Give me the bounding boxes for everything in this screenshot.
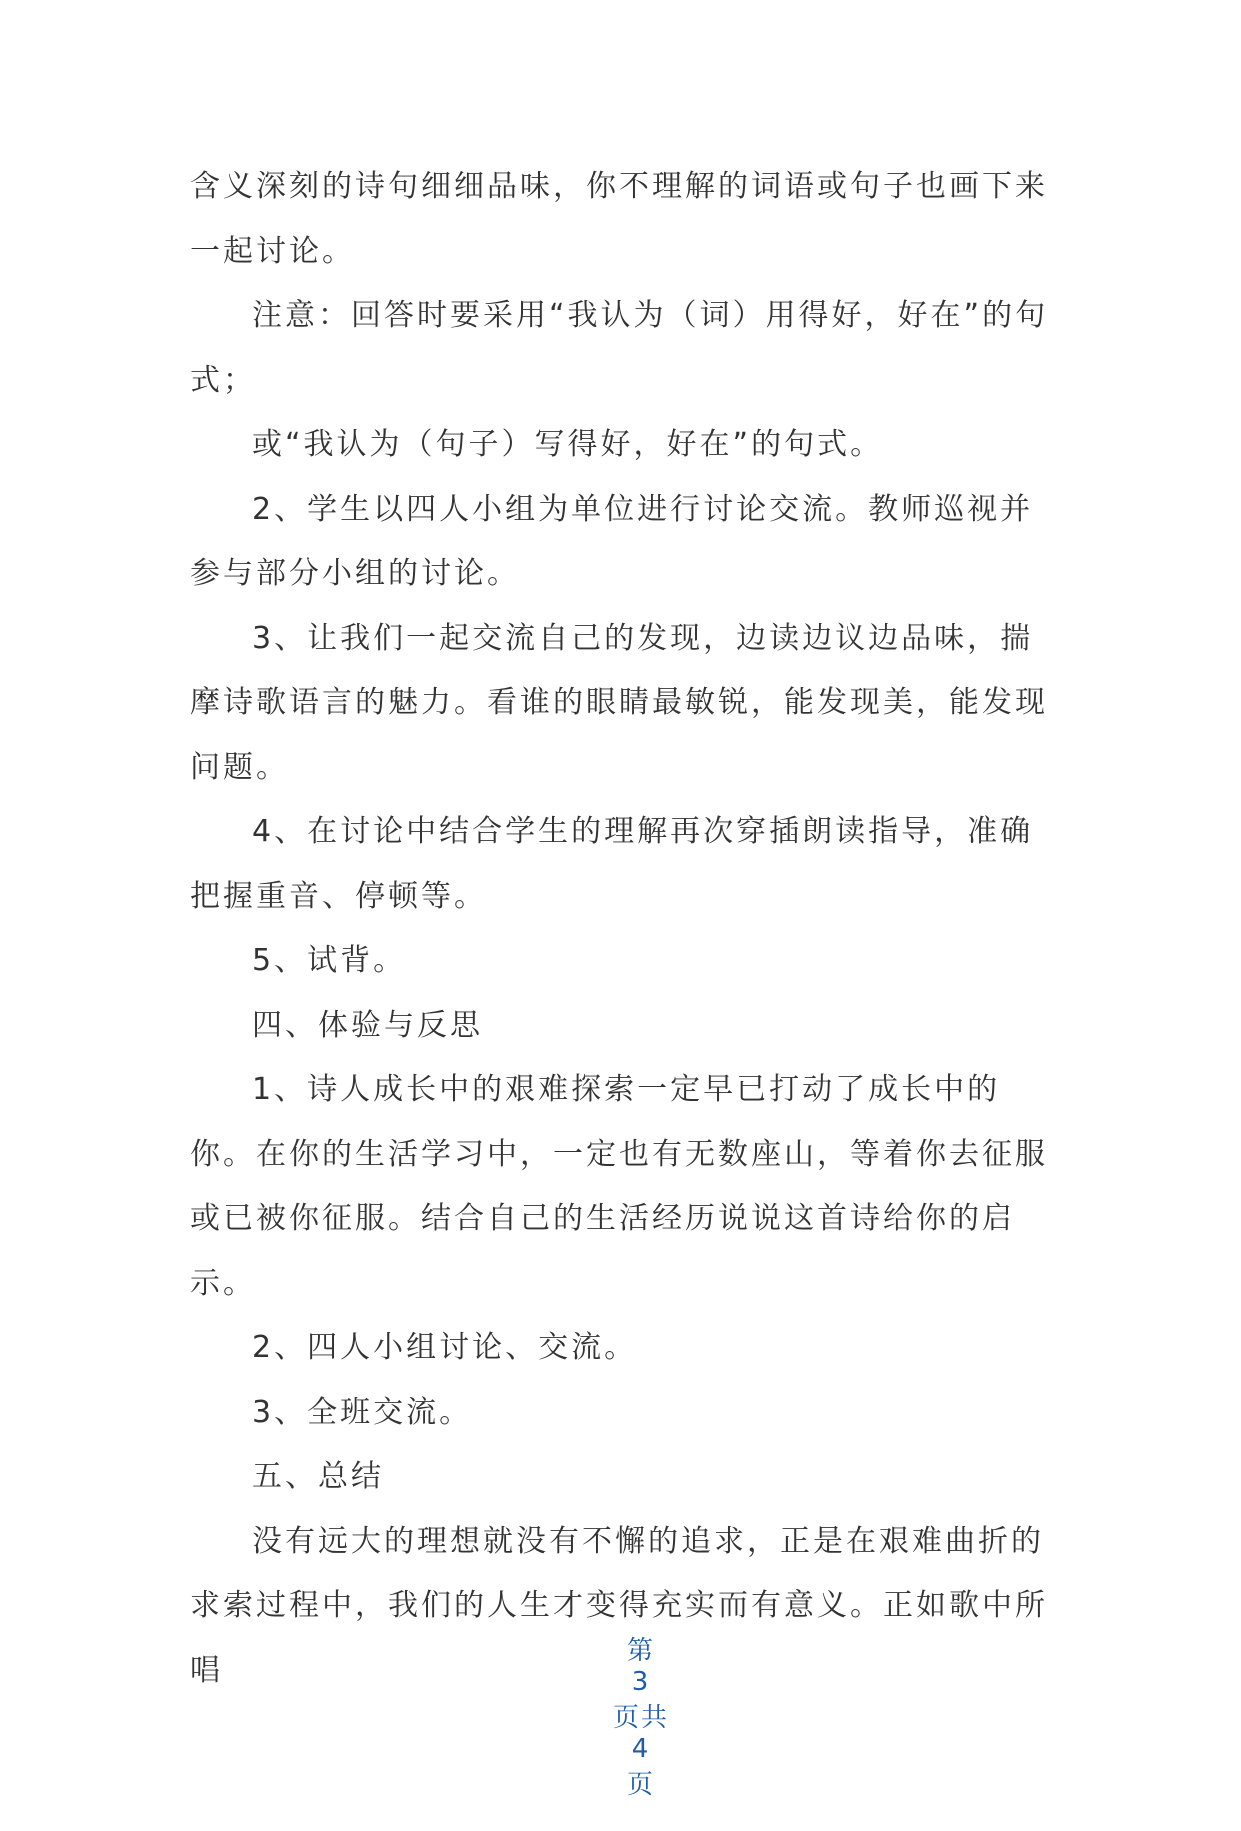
footer-current-page: 3 <box>631 1667 651 1697</box>
paragraph-5: 3、让我们一起交流自己的发现，边读边议边品味，揣摩诗歌语言的魅力。看谁的眼睛最敏锐，能发现美，能发现问题。 <box>190 620 1048 785</box>
paragraph-1: 含义深刻的诗句细细品味，你不理解的词语或句子也画下来一起讨论。 <box>190 169 1048 269</box>
footer-suffix: 页 <box>627 1770 656 1800</box>
paragraph-2: 注意：回答时要采用“我认为（词）用得好，好在”的句式； <box>190 298 1049 398</box>
paragraph-10: 2、四人小组讨论、交流。 <box>252 1330 638 1365</box>
paragraph-4: 2、学生以四人小组为单位进行讨论交流。教师巡视并参与部分小组的讨论。 <box>190 491 1034 591</box>
document-body <box>190 155 1050 1703</box>
page-footer <box>0 1600 1241 1831</box>
footer-total-pages: 4 <box>631 1734 651 1764</box>
footer-middle: 页共 <box>613 1703 670 1733</box>
paragraph-6: 4、在讨论中结合学生的理解再次穿插朗读指导，准确把握重音、停顿等。 <box>190 814 1034 914</box>
section-heading-4: 四、体验与反思 <box>252 1007 483 1043</box>
paragraph-13: 没有远大的理想就没有不懈的追求，正是在艰难曲折的求索过程中，我们的人生才变得充实而有意义。正如歌中所唱 <box>190 1523 1048 1688</box>
paragraph-7: 5、试背。 <box>252 943 407 978</box>
paragraph-11: 3、全班交流。 <box>252 1394 473 1430</box>
paragraph-9: 1、诗人成长中的艰难探索一定早已打动了成长中的你。在你的生活学习中，一定也有无数座山，等着你去征服或已被你征服。结合自己的生活经历说说这首诗给你的启示。 <box>190 1072 1048 1301</box>
footer-prefix: 第 <box>627 1636 656 1666</box>
section-heading-5: 五、总结 <box>252 1459 384 1494</box>
paragraph-3: 或“我认为（句子）写得好，好在”的句式。 <box>252 427 884 462</box>
